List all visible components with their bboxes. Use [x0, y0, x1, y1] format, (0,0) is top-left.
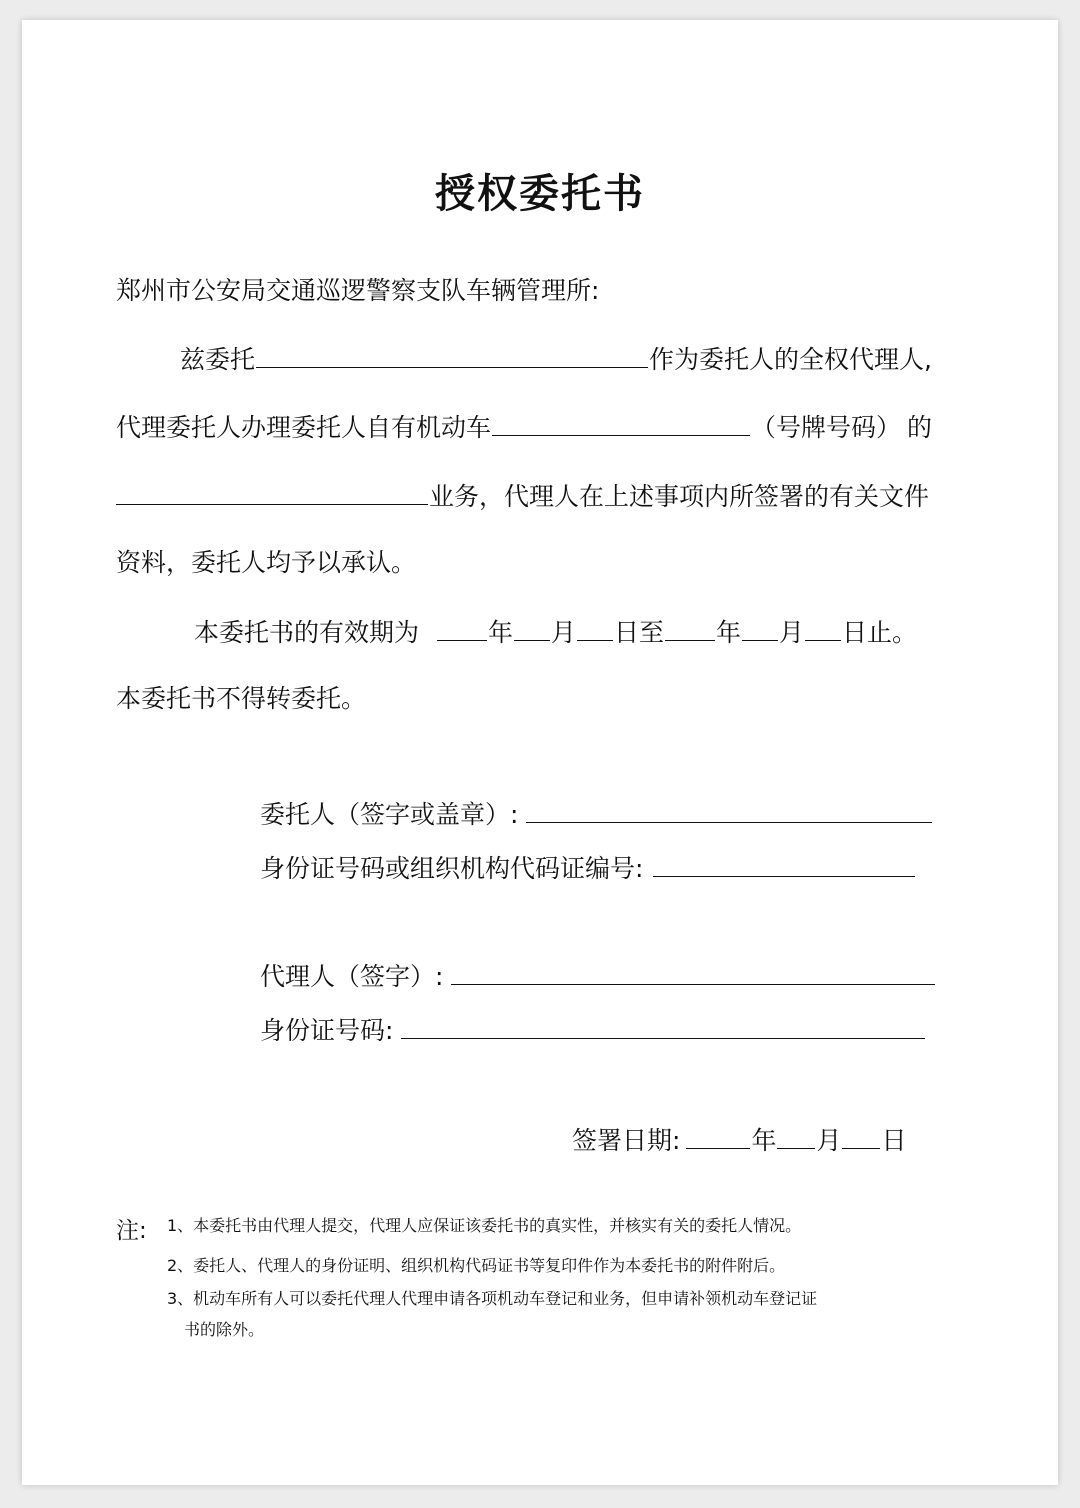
sign-date-label: 签署日期: — [572, 1126, 681, 1155]
document-page — [22, 20, 1058, 1485]
start-year-label: 年 — [487, 618, 513, 647]
document-title: 授权委托书 — [435, 171, 645, 217]
sign-month-blank[interactable] — [777, 1126, 815, 1149]
agent-id-label: 身份证号码: — [260, 1016, 394, 1045]
entrust-suffix: 作为委托人的全权代理人, — [649, 345, 932, 374]
start-day-blank[interactable] — [577, 618, 613, 641]
notes-heading: 注: — [116, 1218, 147, 1244]
sign-month-label: 月 — [816, 1126, 842, 1155]
principal-signature-blank[interactable] — [526, 800, 932, 823]
de-text: 的 — [907, 413, 933, 442]
start-day-label: 日至 — [614, 618, 665, 647]
entrust-prefix: 兹委托 — [180, 345, 256, 374]
start-month-blank[interactable] — [514, 618, 550, 641]
no-transfer-text: 本委托书不得转委托。 — [116, 684, 367, 713]
agent-signature-row — [260, 962, 936, 989]
agent-id-blank[interactable] — [401, 1016, 925, 1039]
start-month-label: 月 — [550, 618, 576, 647]
note-item-1: 1、本委托书由代理人提交，代理人应保证该委托书的真实性，并核实有关的委托人情况。 — [167, 1216, 802, 1235]
para1-line4: 资料，委托人均予以承认。 — [116, 548, 417, 577]
end-month-blank[interactable] — [742, 618, 778, 641]
principal-label: 委托人（签字或盖章）: — [260, 800, 519, 829]
validity-line — [194, 618, 917, 645]
agent-name-blank[interactable] — [256, 345, 648, 368]
end-year-blank[interactable] — [665, 618, 715, 641]
sign-day-label: 日 — [881, 1126, 907, 1155]
plate-number-blank[interactable] — [492, 413, 750, 436]
note-item-3: 3、机动车所有人可以委托代理人代理申请各项机动车登记和业务，但申请补领机动车登记证 — [167, 1289, 818, 1308]
end-year-label: 年 — [716, 618, 742, 647]
sign-year-label: 年 — [751, 1126, 777, 1155]
agent-signature-blank[interactable] — [451, 962, 935, 985]
principal-id-blank[interactable] — [653, 854, 915, 877]
vehicle-text: 代理委托人办理委托人自有机动车 — [116, 413, 492, 442]
agent-id-row — [260, 1016, 926, 1043]
principal-signature-row — [260, 800, 933, 827]
business-blank[interactable] — [116, 482, 428, 505]
para1-line3 — [116, 482, 929, 509]
principal-id-row — [260, 854, 916, 881]
start-year-blank[interactable] — [437, 618, 487, 641]
plate-label: （号牌号码） — [751, 413, 902, 442]
sign-year-blank[interactable] — [686, 1126, 750, 1149]
principal-id-label: 身份证号码或组织机构代码证编号: — [260, 854, 644, 883]
end-month-label: 月 — [779, 618, 805, 647]
note-item-2: 2、委托人、代理人的身份证明、组织机构代码证书等复印件作为本委托书的附件附后。 — [167, 1256, 786, 1275]
agent-label: 代理人（签字）: — [260, 962, 444, 991]
end-day-label: 日止。 — [842, 618, 918, 647]
validity-prefix: 本委托书的有效期为 — [194, 618, 420, 647]
sign-date-row — [572, 1126, 906, 1153]
business-suffix: 业务，代理人在上述事项内所签署的有关文件 — [429, 482, 930, 511]
end-day-blank[interactable] — [805, 618, 841, 641]
note-item-3-continued: 书的除外。 — [184, 1320, 265, 1339]
addressee: 郑州市公安局交通巡逻警察支队车辆管理所: — [116, 276, 600, 305]
para1-line2 — [116, 413, 932, 440]
para1-line1 — [180, 345, 932, 372]
sign-day-blank[interactable] — [842, 1126, 880, 1149]
